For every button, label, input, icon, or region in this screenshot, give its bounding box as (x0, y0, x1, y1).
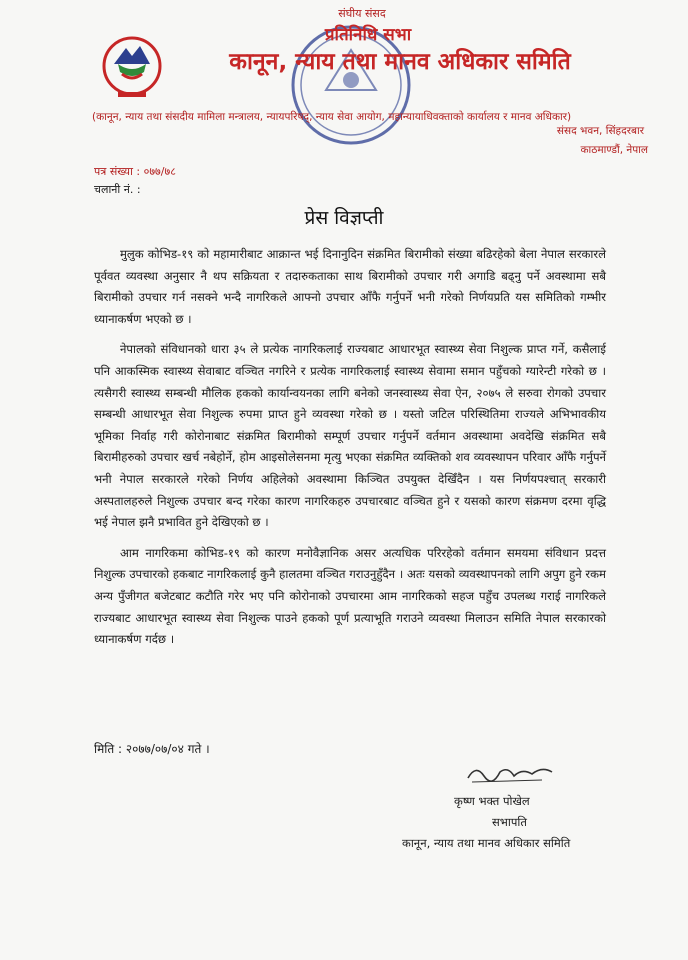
signatory-name: कृष्ण भक्त पोखेल (454, 794, 530, 808)
committee-jurisdiction: (कानून, न्याय तथा संसदीय मामिला मन्त्रालय, न्यायपरिषद्, न्याय सेवा आयोग, महान्यायाधिवक्ताको कार्यालय र मानव अधिकार) (92, 111, 572, 123)
paragraph-2: नेपालको संविधानको धारा ३५ ले प्रत्येक नागरिकलाई राज्यबाट आधारभूत स्वास्थ्य सेवा निशुल्क प्राप्त गर्ने, कसैलाई पनि आकस्मिक स्वास्थ्य सेवाबाट वञ्चित नगरिने र प्रत्येक नागरिकलाई स्वास्थ्य सेवामा समान पहुँचको ग्यारेन्टी गरेको छ । त्यसैगरी स्वास्थ्य सम्बन्धी मौलिक हकको कार्यान्वयनका लागि बनेको जनस्वास्थ्य सेवा ऐन, २०७५ ले सरुवा रोगको उपचार सम्बन्धी आधारभूत सेवा निशुल्क रुपमा प्राप्त हुने व्यवस्था गरेको छ । यस्तो जटिल परिस्थितिमा राज्यले अभिभावकीय भूमिका निर्वाह गरी कोरोनाबाट संक्रमित बिरामीको सम्पूर्ण उपचार गर्नुपर्ने वर्तमान अवस्थामा अवदेखि संक्रमित सबै बिरामीहरुको उपचार खर्च नबेहोर्ने, होम आइसोलेसनमा मृत्यु भएका संक्रमित व्यक्तिको शव व्यवस्थापन परिवार आँफै गर्नुपर्ने भनी नेपाल सरकारले गरेको निर्णय अहिलेको अवस्थामा किञ्चित उपयुक्त देखिँदैन । यस निर्णयपश्चात् सरकारी अस्पतालहरुले निशुल्क उपचार बन्द गरेका कारण नागरिकहरु उपचारबाट वञ्चित हुने र यसको कारण संक्रमण दरमा वृद्धि भई नेपाल झनै प्रभावित हुने देखिएको छ । (94, 342, 606, 530)
page-title: प्रेस विज्ञप्ती (304, 207, 384, 229)
house-label: प्रतिनिधि सभा (324, 25, 412, 45)
signatory-title: सभापति (492, 815, 527, 829)
address-line-2: काठमाण्डौं, नेपाल (580, 144, 648, 156)
press-release-body (94, 244, 606, 660)
paragraph-1: मुलुक कोभिड-१९ को महामारीबाट आक्रान्त भई दिनानुदिन संक्रमित बिरामीको संख्या बढिरहेको बेला नेपाल सरकारले पूर्ववत व्यवस्था अनुसार नै थप सक्रियता र तदारुकताका साथ बिरामीको उपचार गरी अगाडि बढ्नु पर्ने अवस्थामा सबै बिरामीको उपचार गर्न नसक्ने भन्दै नागरिकले आफ्नो उपचार आँफै गर्नुपर्ने भनी गरेको निर्णयप्रति यस समितिको गम्भीर ध्यानाकर्षण भएको छ । (94, 247, 606, 326)
committee-title: कानून, न्याय तथा मानव अधिकार समिति (229, 49, 571, 75)
dispatch-number: चलानी नं. : (94, 183, 141, 196)
issue-date: मिति : २०७७/०७/०४ गते । (94, 742, 210, 756)
handwritten-signature (462, 760, 558, 786)
paragraph-3: आम नागरिकमा कोभिड-१९ को कारण मनोवैज्ञानिक असर अत्यधिक परिरहेको वर्तमान समयमा संविधान प्रदत्त निशुल्क उपचारको हकबाट नागरिकलाई कुनै हालतमा वञ्चित गराउनुहुँदैन । अतः यसको व्यवस्थापनको लागि अपुग हुने रकम अन्य पुँजीगत बजेटबाट कटौति गरेर भए पनि कोरोनाको उपचारमा आम नागरिकको सहज पहुँच उपलब्ध गराई नागरिकले राज्यबाट आधारभूत स्वास्थ्य सेवा निशुल्क पाउने हकको पूर्ण प्रत्याभूति गराउने व्यवस्था मिलाउन समिति नेपाल सरकारको ध्यानाकर्षण गर्दछ । (94, 545, 606, 647)
parliament-label: संघीय संसद (338, 7, 386, 20)
signatory-organization: कानून, न्याय तथा मानव अधिकार समिति (402, 836, 571, 850)
address-line-1: संसद भवन, सिंहदरबार (556, 125, 644, 137)
letter-number: पत्र संख्या : ०७७/७८ (94, 165, 176, 178)
